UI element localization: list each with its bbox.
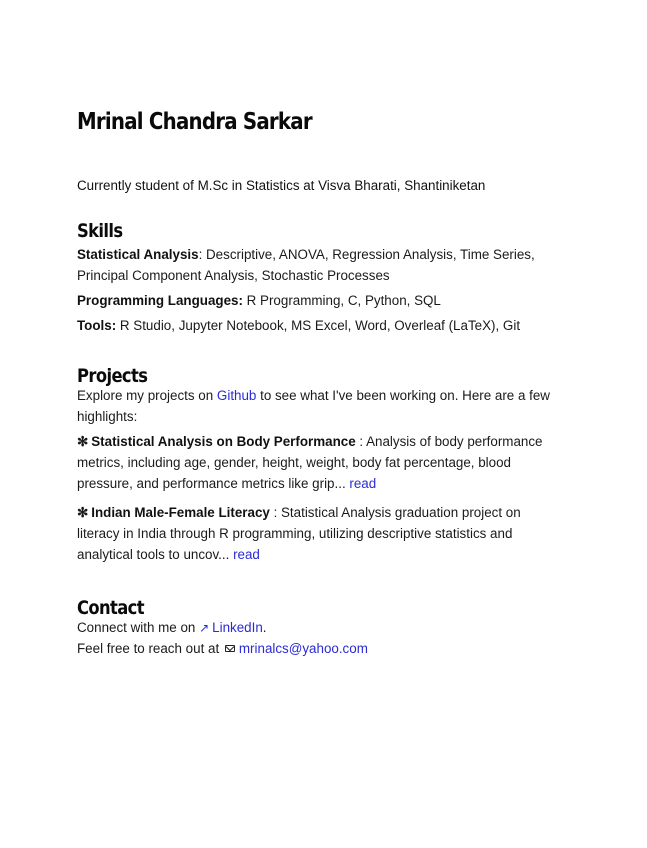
project-title: Statistical Analysis on Body Performance [91, 434, 356, 449]
external-link-icon: ↗ [199, 621, 210, 635]
skills-heading: Skills [77, 220, 123, 242]
asterisk-icon: ✻ [77, 434, 89, 449]
contact-email-line [77, 639, 557, 660]
skill-label: Tools: [77, 318, 117, 333]
contact-linkedin-line [77, 618, 557, 639]
skill-text: R Programming, C, Python, SQL [242, 293, 441, 308]
linkedin-link-label: LinkedIn [212, 620, 263, 635]
email-link[interactable]: mrinalcs@yahoo.com [238, 641, 368, 656]
skill-tools [77, 316, 557, 337]
skill-label: Statistical Analysis [77, 247, 199, 262]
skill-text: R Studio, Jupyter Notebook, MS Excel, Word, Overleaf (LaTeX), Git [116, 318, 521, 333]
linkedin-link[interactable] [199, 620, 263, 635]
projects-intro-text: to see what I've been working on. Here are a few highlights: [77, 388, 550, 424]
mail-icon [225, 645, 235, 652]
project-title: Indian Male-Female Literacy [91, 505, 270, 520]
project-description: : Statistical Analysis graduation project on literacy in India through R programming, utilizing descriptive statistics and analytical tools to uncov... [77, 505, 521, 562]
project-item-body-performance [77, 432, 552, 494]
skill-statistical-analysis [77, 245, 557, 287]
projects-heading: Projects [77, 365, 148, 387]
asterisk-icon: ✻ [77, 505, 89, 520]
contact-heading: Contact [77, 597, 144, 619]
read-more-link[interactable]: read [349, 475, 377, 491]
page-title: Mrinal Chandra Sarkar [77, 109, 312, 135]
read-more-link[interactable]: read [233, 546, 260, 562]
skill-text: : Descriptive, ANOVA, Regression Analysis, Time Series, Principal Component Analysis, Stochastic Processes [77, 247, 535, 283]
contact-text: Connect with me on [77, 620, 200, 635]
intro-text: Currently student of M.Sc in Statistics at Visva Bharati, Shantiniketan [77, 178, 486, 193]
project-description: : Analysis of body performance metrics, including age, gender, height, weight, body fat percentage, blood pressure, and performance metrics like grip... [77, 434, 543, 491]
project-item-literacy [77, 503, 552, 565]
projects-intro-text: Explore my projects on [77, 388, 217, 403]
projects-intro [77, 386, 562, 428]
contact-text: . [262, 620, 267, 635]
contact-text: Feel free to reach out at [77, 641, 223, 656]
skill-label: Programming Languages: [77, 293, 243, 308]
skill-programming-languages [77, 291, 557, 312]
github-link[interactable]: Github [216, 388, 257, 403]
